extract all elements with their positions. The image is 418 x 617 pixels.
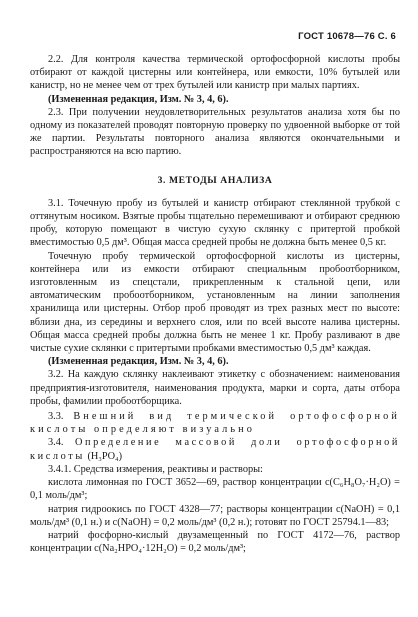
page-header: ГОСТ 10678—76 С. 6 — [298, 31, 396, 42]
reagent-item: натрий фосфорно-кислый двузамещенный по ГОСТ 4172—76, раствор концентрации c(Na₂HPO₄·12H₂O) = 0,2 моль/дм³; — [30, 529, 400, 555]
reagent-item: кислота лимонная по ГОСТ 3652—69, раствор концентрации c(C₆H₈O₇·H₂O) = 0,1 моль/дм³; — [30, 477, 400, 502]
clause-number: 3.3. — [48, 411, 64, 423]
paragraph-3-1-cont: Точечную пробу термической ортофосфорной кислоты из цистерны, контейнера или из емкости отбирают специальным пробоотборником, изготовленным из спецстали, прикрепленным к стальной цепи, или автоматическим пробоотборником, установленным на линии заполнения хранилища или цистерны. Отбор проб проводят из трех разных мест по высоте: вблизи дна, из середины и верхнего слоя, или по всей высоте налива цистерны. Общая масса средней пробы должна быть не менее 1 кг. Пробу разливают в две чистые сухие склянки с притертыми пробками вместимостью 0,5 дм³ каждая. — [30, 250, 400, 355]
paragraph-2-3: 2.3. При получении неудовлетворительных результатов анализа хотя бы по одному из показателей проводят повторную проверку по удвоенной выборке от той же партии. Результаты повторного анализа являются окончательными и распространяются на всю партию. — [30, 106, 400, 158]
formula: (H₃PO₄) — [87, 450, 123, 462]
clause-number: 3.4. — [48, 437, 64, 449]
clause-spaced-text: Внешний вид термической ортофосфорной кислоты определяют визуально — [30, 411, 400, 436]
paragraph-3-3 — [30, 410, 400, 436]
paragraph-3-2: 3.2. На каждую склянку наклеивают этикетку с обозначением: наименования предприятия-изготовителя, наименования продукта, марки и сорта, даты отбора пробы, фамилии пробоотборщика. — [30, 369, 400, 407]
paragraph-3-4-1: 3.4.1. Средства измерения, реактивы и растворы: — [48, 463, 263, 475]
paragraph-3-1: 3.1. Точечную пробу из бутылей и канистр отбирают стеклянной трубкой с оттянутым носиком. Взятые пробы тщательно перемешивают и отбирают среднюю пробу, которую помещают в чистую сухую склянку с притертой пробкой вместимостью 0,5 дм³. Общая масса средней пробы не должна быть менее 0,5 кг. — [30, 197, 400, 249]
revision-note: (Измененная редакция, Изм. № 3, 4, 6). — [48, 356, 229, 368]
paragraph-2-2: 2.2. Для контроля качества термической ортофосфорной кислоты пробы отбирают от каждой цистерны или контейнера, или емкости, 10% бутылей или канистр, но не менее чем от трех бутылей или канистр при малых партиях. — [30, 54, 400, 92]
paragraph-3-4 — [30, 436, 400, 462]
document-body — [30, 53, 400, 555]
clause-spaced-text: Определение массовой доли ортофосфорной кислоты — [30, 437, 400, 462]
section-heading: 3. МЕТОДЫ АНАЛИЗА — [157, 174, 273, 186]
revision-note: (Измененная редакция, Изм. № 3, 4, 6). — [48, 93, 229, 105]
reagent-item: натрия гидроокись по ГОСТ 4328—77; растворы концентрации c(NaOH) = 0,1 моль/дм³ (0,1 н.) и c(NaOH) = 0,2 моль/дм³ (0,2 н.); готовят по ГОСТ 25794.1—83; — [30, 503, 400, 528]
